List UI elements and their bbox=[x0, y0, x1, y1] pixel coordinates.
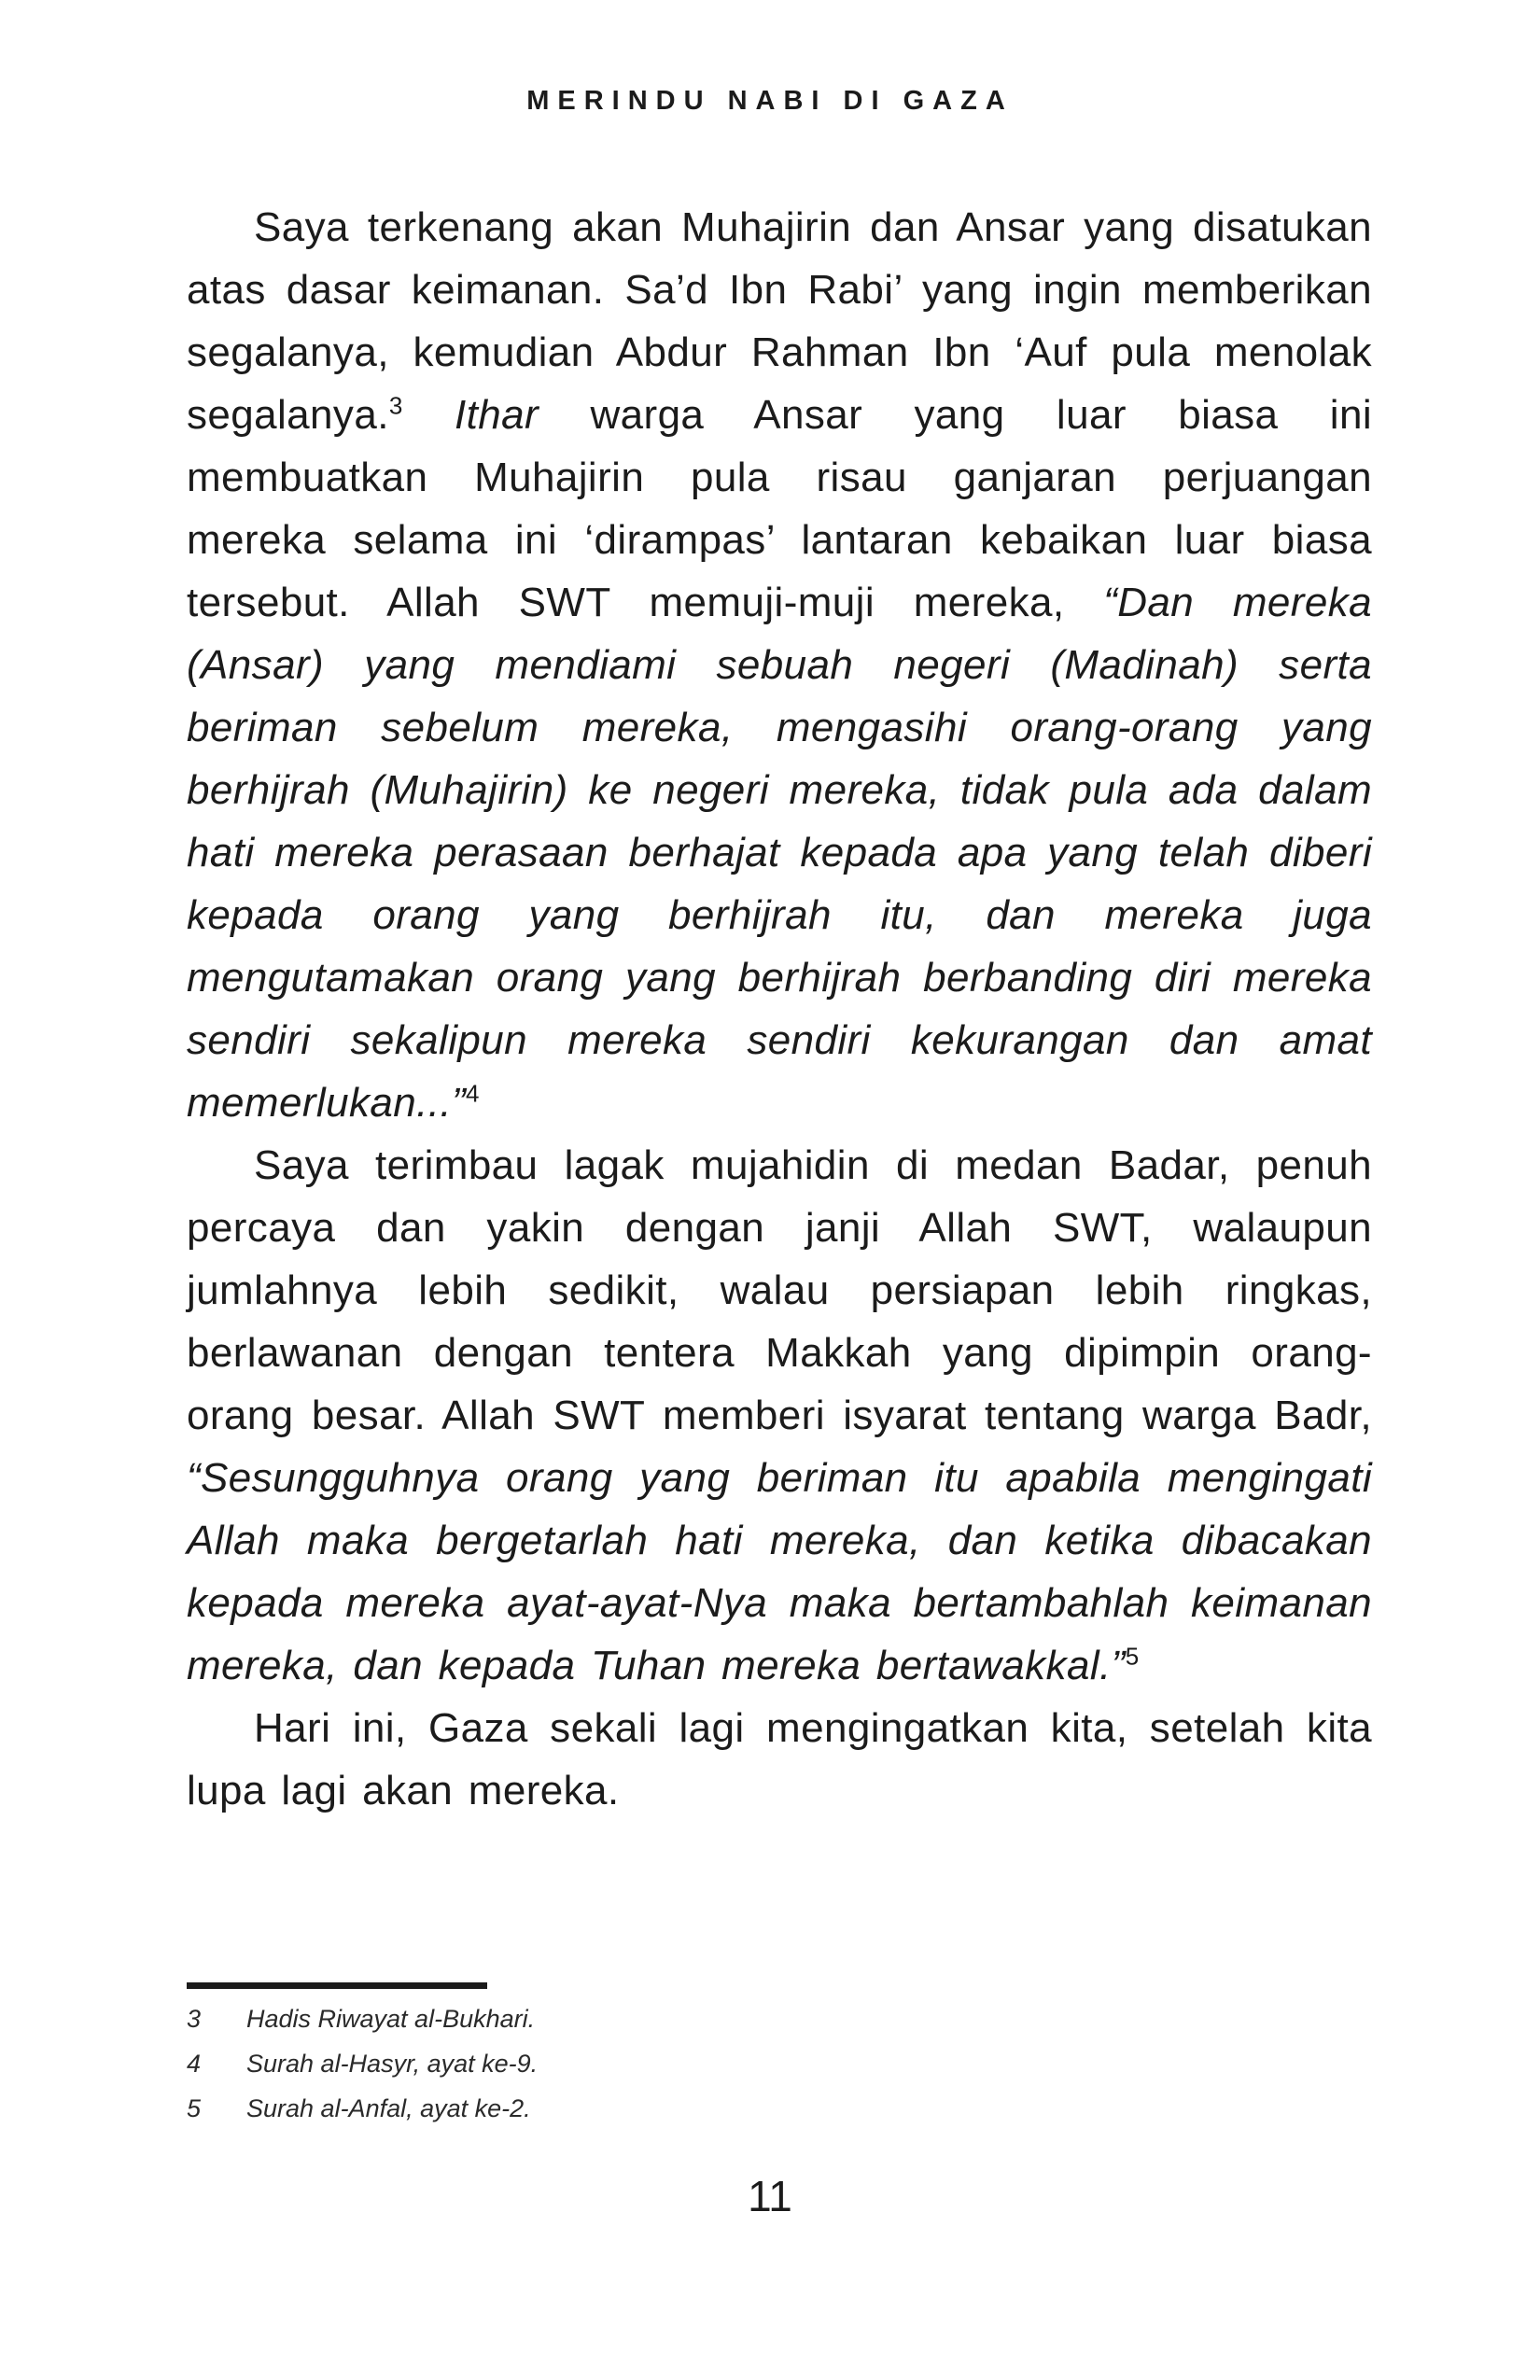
footnote-number: 5 bbox=[187, 2094, 202, 2122]
footnote-separator bbox=[187, 1982, 487, 1989]
body-text-run: Saya terkenang akan Muhajirin dan Ansar yang disatukan atas dasar keimanan. Sa’d Ibn Rabi’ yang ingin memberikan segalanya, kemudian Abdur Rahman Ibn ‘Auf pula menolak segalanya. bbox=[187, 204, 1372, 438]
footnote-reference: 5 bbox=[1125, 1642, 1140, 1671]
quote-text: “Dan mereka (Ansar) yang mendiami sebuah negeri (Madinah) serta beriman sebelum mereka, mengasihi orang-orang yang berhijrah (Muhajirin) ke negeri mereka, tidak pula ada dalam hati mereka perasaan berhajat kepada apa yang telah diberi kepada orang yang berhijrah itu, dan mereka juga mengutamakan orang yang berhijrah berbanding diri mereka sendiri sekalipun mereka sendiri kekurangan dan amat memerlukan...” bbox=[187, 580, 1372, 1126]
footnote-number: 4 bbox=[187, 2050, 202, 2078]
footnotes bbox=[187, 2005, 1372, 2139]
body-text-run: warga Ansar yang luar biasa ini membuatkan Muhajirin pula risau ganjaran perjuangan mereka selama ini ‘dirampas’ lantaran kebaikan luar biasa tersebut. Allah SWT memuji-muji mereka, bbox=[187, 392, 1372, 625]
paragraph bbox=[187, 1697, 1372, 1822]
running-header: MERINDU NABI DI GAZA bbox=[526, 86, 1014, 116]
footnote-reference: 3 bbox=[388, 391, 403, 420]
body-text-run: Hari ini, Gaza sekali lagi mengingatkan kita, setelah kita lupa lagi akan mereka. bbox=[187, 1705, 1372, 1813]
footnote-text: Surah al-Hasyr, ayat ke-9. bbox=[246, 2050, 539, 2078]
quote-text: Ithar bbox=[402, 392, 539, 438]
footnote-reference: 4 bbox=[466, 1079, 480, 1108]
paragraph bbox=[187, 196, 1372, 1134]
footnote-text: Surah al-Anfal, ayat ke-2. bbox=[246, 2094, 531, 2122]
footnote bbox=[187, 2050, 1372, 2079]
body-text bbox=[187, 196, 1372, 1822]
footnote-text: Hadis Riwayat al-Bukhari. bbox=[246, 2005, 536, 2033]
page-number: 11 bbox=[748, 2172, 792, 2220]
quote-text: “Sesungguhnya orang yang beriman itu apabila mengingati Allah maka bergetarlah hati mereka, dan ketika dibacakan kepada mereka ayat-ayat-Nya maka bertambahlah keimanan mereka, dan kepada Tuhan mereka bertawakkal.” bbox=[187, 1455, 1372, 1688]
footnote bbox=[187, 2094, 1372, 2123]
body-text-run: Saya terimbau lagak mujahidin di medan Badar, penuh percaya dan yakin dengan janji Allah SWT, walaupun jumlahnya lebih sedikit, walau persiapan lebih ringkas, berlawanan dengan tentera Makkah yang dipimpin orang-orang besar. Allah SWT memberi isyarat tentang warga Badr, bbox=[187, 1142, 1372, 1438]
paragraph bbox=[187, 1134, 1372, 1697]
footnote bbox=[187, 2005, 1372, 2034]
footnote-number: 3 bbox=[187, 2005, 202, 2033]
